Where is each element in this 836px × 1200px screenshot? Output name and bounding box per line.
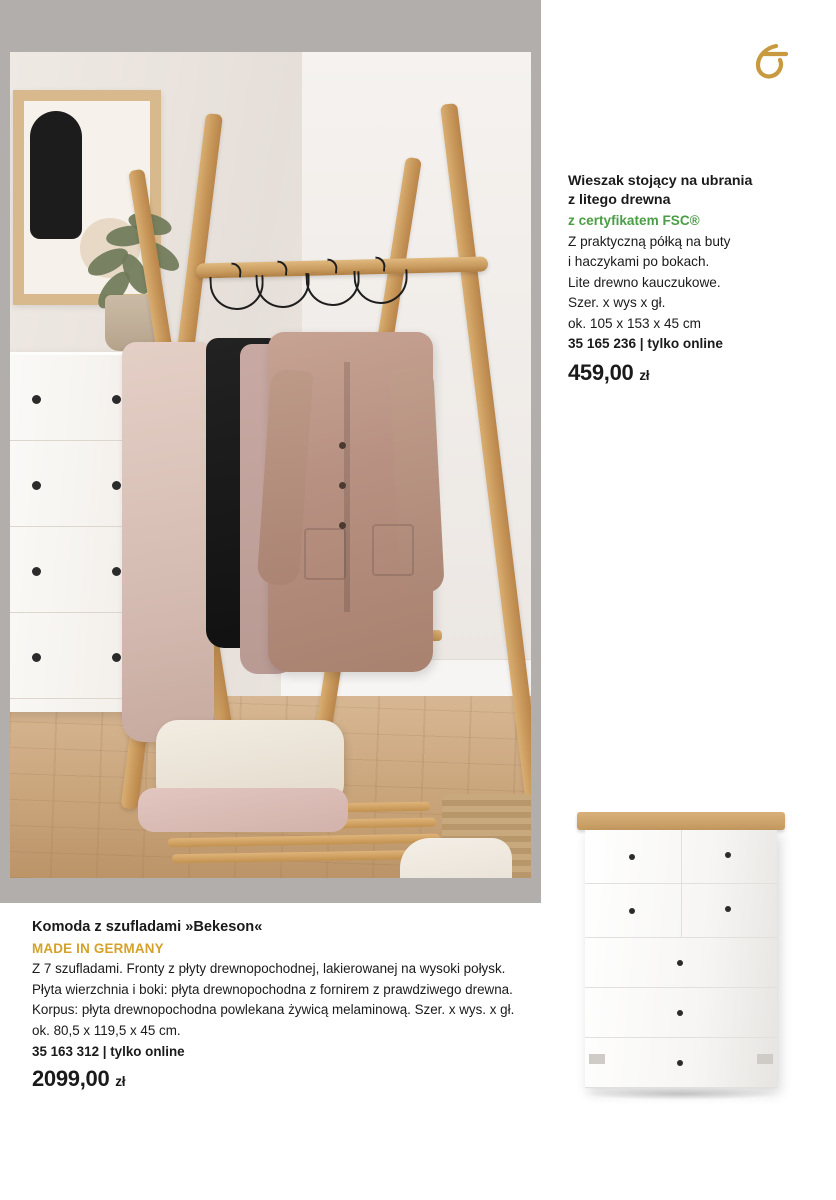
- komoda-title: Komoda z szufladami »Bekeson«: [32, 919, 263, 935]
- rack-product-photo: [10, 52, 531, 878]
- rack-fsc-certificate: z certyfikatem FSC®: [568, 213, 700, 228]
- rack-description-block: [568, 172, 818, 385]
- rack-title-line1: Wieszak stojący na ubrania: [568, 173, 753, 189]
- komoda-wood-top: [577, 812, 785, 830]
- komoda-price-currency: zł: [115, 1074, 126, 1090]
- komoda-shadow: [581, 1088, 781, 1100]
- rack-title-line2: z litego drewna: [568, 192, 671, 208]
- blanket: [400, 838, 512, 878]
- rack-desc-line-5: ok. 105 x 153 x 45 cm: [568, 315, 701, 331]
- komoda-article-number: 35 163 312 | tylko online: [32, 1043, 185, 1059]
- komoda-desc-line-4: ok. 80,5 x 119,5 x 45 cm.: [32, 1022, 181, 1038]
- rack-desc-line-2: i haczykami po bokach.: [568, 254, 710, 269]
- komoda-desc-line-1: Z 7 szufladami. Fronty z płyty drewnopochodnej, lakierowanej na wysoki połysk.: [32, 961, 506, 977]
- rack-desc-line-1: Z praktyczną półką na buty: [568, 233, 731, 249]
- rack-desc-line-4: Szer. x wys x gł.: [568, 295, 666, 310]
- brand-logo-icon: [746, 38, 794, 86]
- rack-article-number: 35 165 236 | tylko online: [568, 336, 723, 351]
- garment-brown-cardigan: [268, 332, 433, 672]
- komoda-body: [585, 830, 777, 1088]
- komoda-origin-badge: MADE IN GERMANY: [32, 940, 164, 956]
- garment-pink-coat: [122, 342, 214, 742]
- komoda-desc-line-2: Płyta wierzchnia i boki: płyta drewnopochodna z fornirem z prawdziwego drewna.: [32, 981, 513, 997]
- rack-price-currency: zł: [639, 367, 650, 383]
- komoda-description-block: [32, 918, 552, 1092]
- rack-photo-panel: [0, 0, 541, 903]
- komoda-product-image: [567, 806, 797, 1118]
- rack-price-value: 459,00: [568, 359, 634, 385]
- rack-price: [568, 359, 818, 386]
- komoda-desc-line-3: Korpus: płyta drewnopochodna powlekana żywicą melaminową. Szer. x wys. x gł.: [32, 1002, 515, 1018]
- komoda-price: [32, 1066, 552, 1092]
- rack-desc-line-3: Lite drewno kauczukowe.: [568, 274, 721, 290]
- cushion-pink: [138, 788, 348, 832]
- komoda-price-value: 2099,00: [32, 1066, 110, 1092]
